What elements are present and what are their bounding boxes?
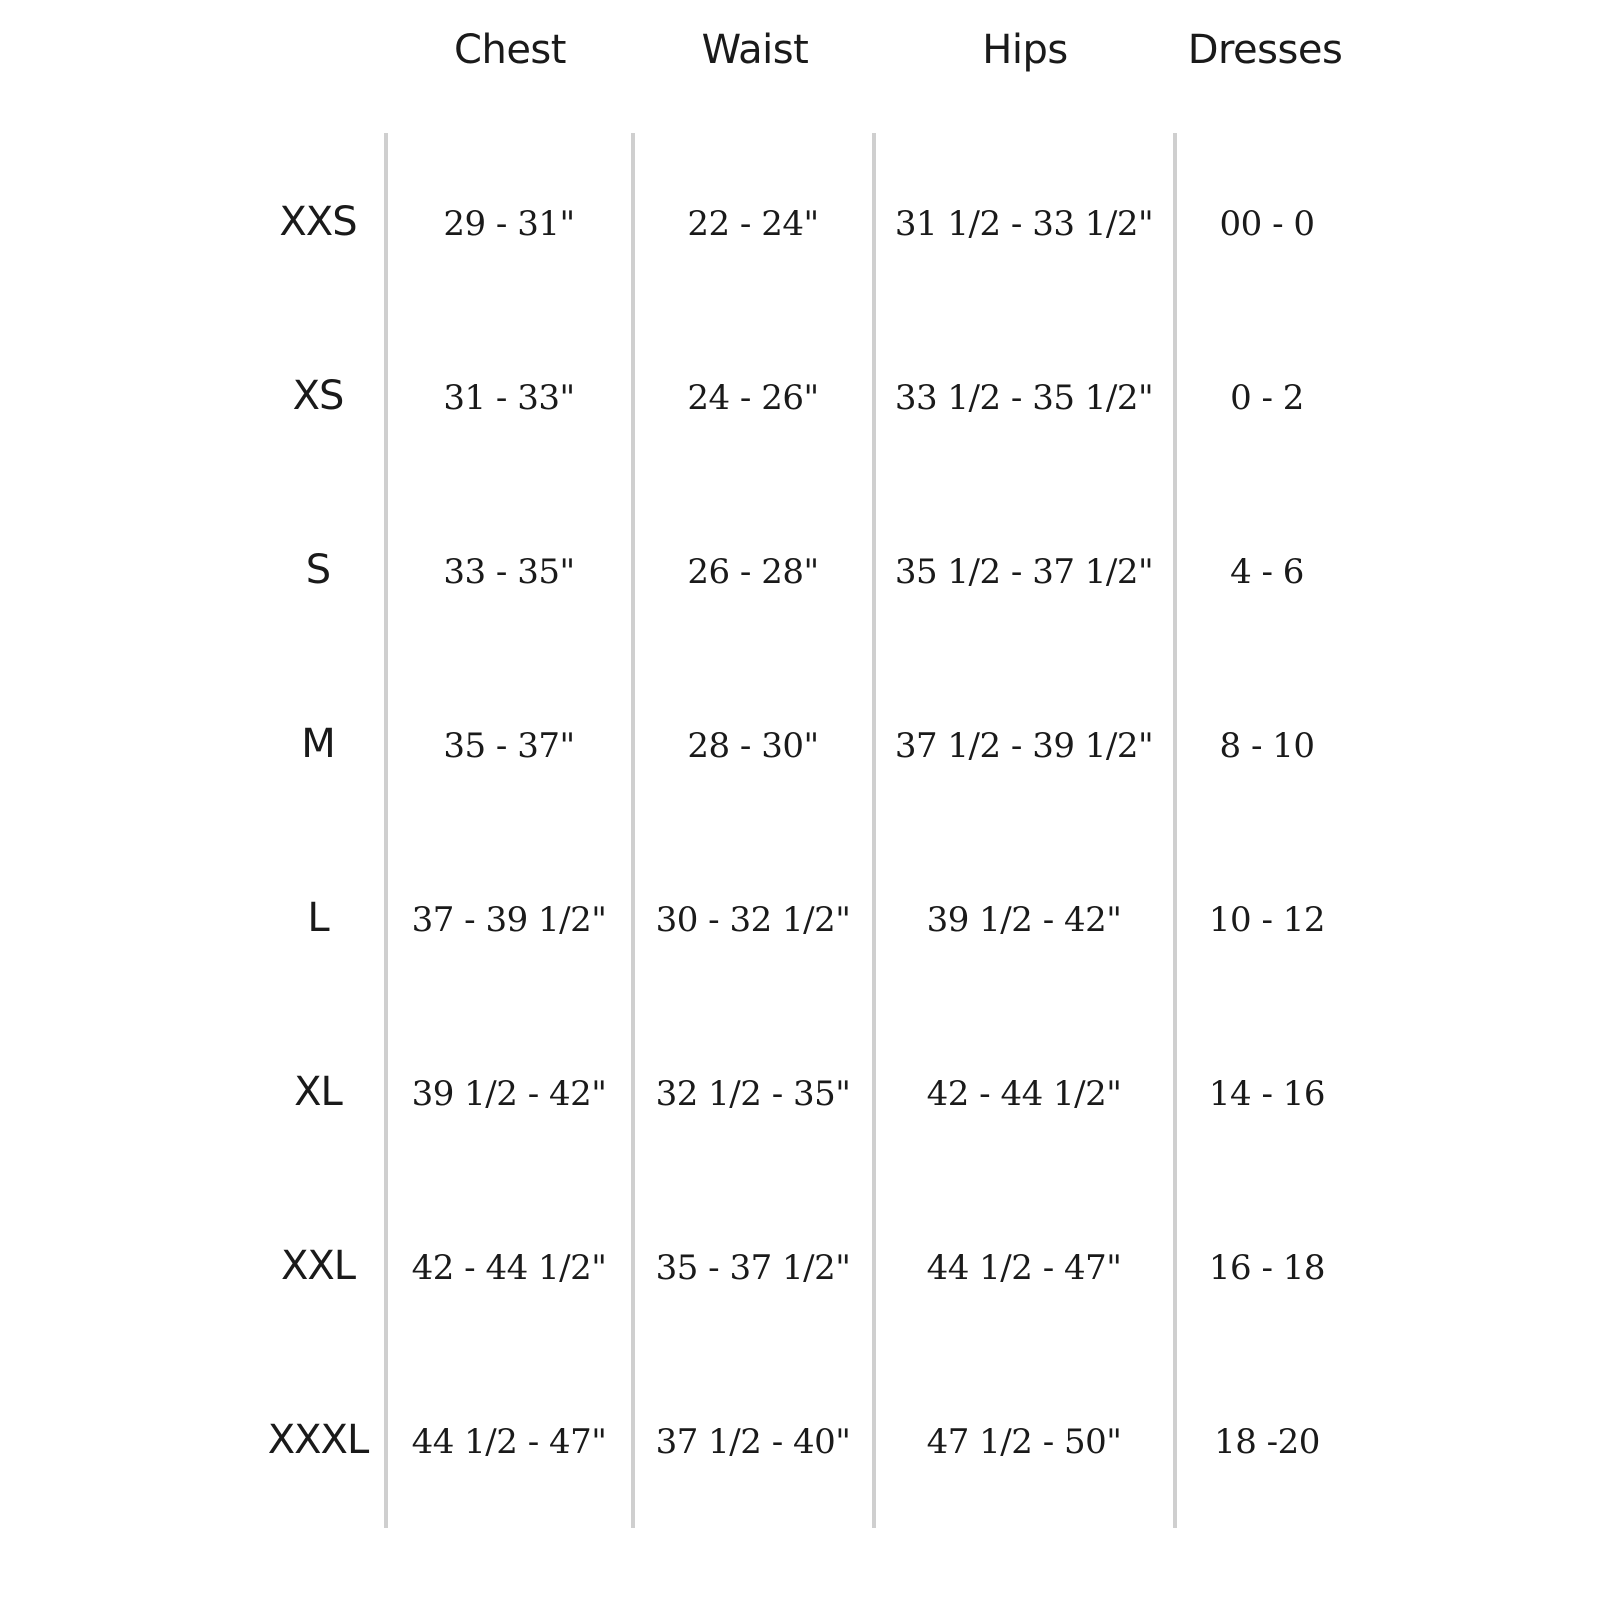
size-label-s: S <box>305 547 331 593</box>
table-cell-waist: 32 1/2 - 35" <box>655 1074 851 1114</box>
table-cell-chest: 29 - 31" <box>443 204 575 244</box>
header-hips: Hips <box>982 27 1068 73</box>
column-divider <box>384 133 388 1528</box>
table-cell-chest: 37 - 39 1/2" <box>411 900 607 940</box>
table-cell-hips: 31 1/2 - 33 1/2" <box>894 204 1154 244</box>
table-cell-chest: 42 - 44 1/2" <box>411 1248 607 1288</box>
table-cell-hips: 44 1/2 - 47" <box>926 1248 1122 1288</box>
table-cell-dresses: 14 - 16 <box>1208 1074 1326 1114</box>
table-cell-dresses: 4 - 6 <box>1230 552 1304 592</box>
table-cell-hips: 47 1/2 - 50" <box>926 1422 1122 1462</box>
table-cell-chest: 39 1/2 - 42" <box>411 1074 607 1114</box>
table-cell-chest: 33 - 35" <box>443 552 575 592</box>
header-dresses: Dresses <box>1187 27 1343 73</box>
table-cell-waist: 26 - 28" <box>687 552 819 592</box>
table-cell-dresses: 18 -20 <box>1214 1422 1320 1462</box>
column-divider <box>631 133 635 1528</box>
table-cell-hips: 37 1/2 - 39 1/2" <box>894 726 1154 766</box>
header-chest: Chest <box>454 27 566 73</box>
table-cell-waist: 37 1/2 - 40" <box>655 1422 851 1462</box>
table-cell-waist: 22 - 24" <box>687 204 819 244</box>
table-cell-dresses: 00 - 0 <box>1219 204 1315 244</box>
table-cell-hips: 33 1/2 - 35 1/2" <box>894 378 1154 418</box>
table-cell-chest: 35 - 37" <box>443 726 575 766</box>
table-cell-chest: 44 1/2 - 47" <box>411 1422 607 1462</box>
table-cell-waist: 30 - 32 1/2" <box>655 900 851 940</box>
size-label-xxs: XXS <box>279 199 357 245</box>
column-divider <box>1173 133 1177 1528</box>
size-label-xxl: XXL <box>280 1243 356 1289</box>
table-cell-dresses: 10 - 12 <box>1208 900 1326 940</box>
table-cell-chest: 31 - 33" <box>443 378 575 418</box>
table-cell-waist: 24 - 26" <box>687 378 819 418</box>
column-divider <box>872 133 876 1528</box>
header-waist: Waist <box>701 27 809 73</box>
size-label-m: M <box>301 721 335 767</box>
table-cell-waist: 35 - 37 1/2" <box>655 1248 851 1288</box>
size-label-xxxl: XXXL <box>267 1417 369 1463</box>
table-cell-dresses: 0 - 2 <box>1230 378 1304 418</box>
size-label-xs: XS <box>292 373 344 419</box>
table-cell-dresses: 16 - 18 <box>1208 1248 1326 1288</box>
table-cell-waist: 28 - 30" <box>687 726 819 766</box>
table-cell-hips: 42 - 44 1/2" <box>926 1074 1122 1114</box>
table-cell-dresses: 8 - 10 <box>1219 726 1315 766</box>
size-label-l: L <box>307 895 329 941</box>
size-label-xl: XL <box>294 1069 342 1115</box>
table-cell-hips: 39 1/2 - 42" <box>926 900 1122 940</box>
table-cell-hips: 35 1/2 - 37 1/2" <box>894 552 1154 592</box>
